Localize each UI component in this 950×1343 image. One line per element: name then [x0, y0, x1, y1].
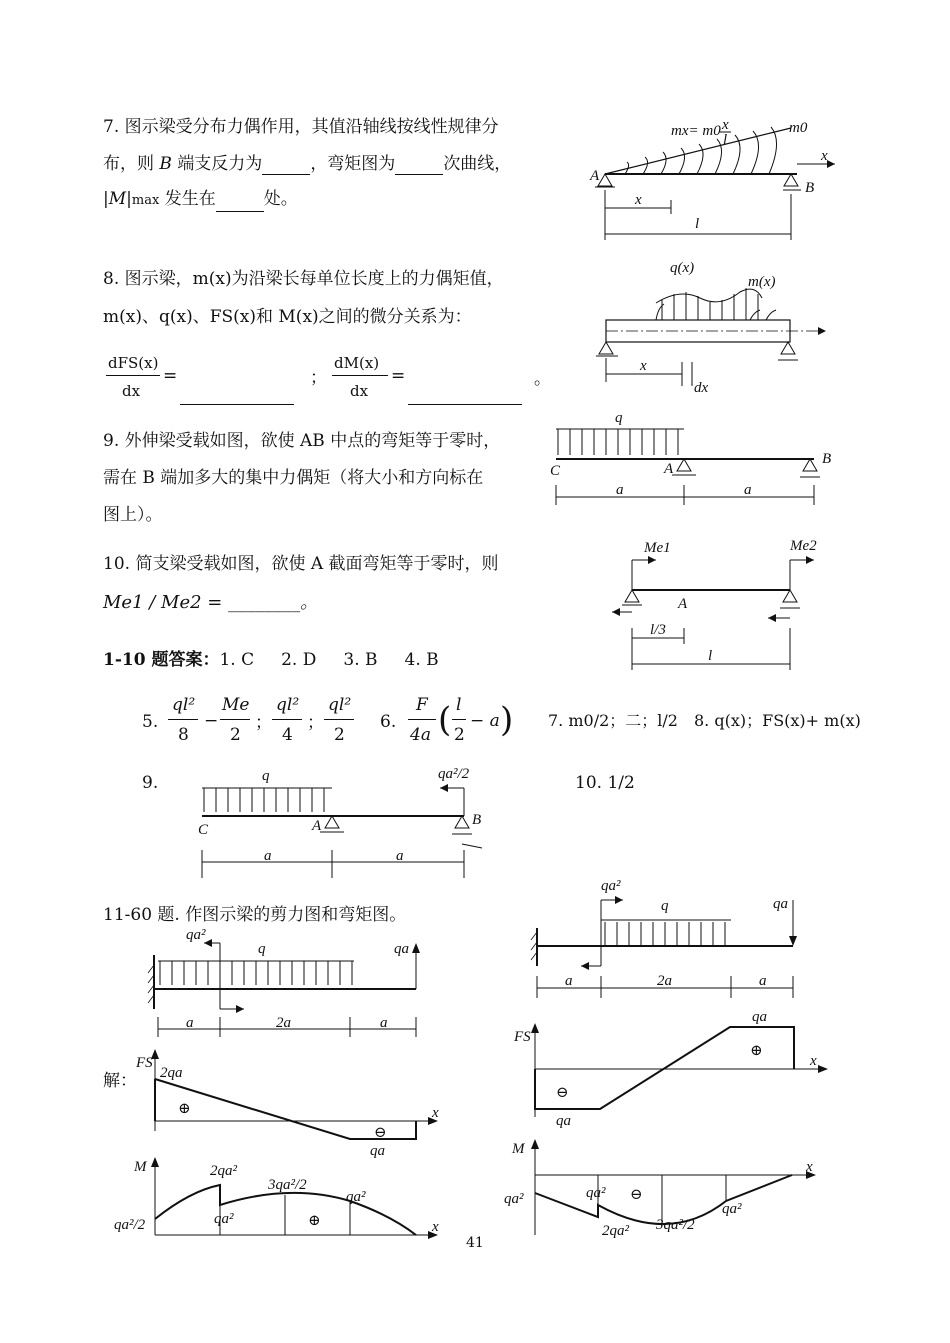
l-dim: l — [695, 216, 700, 232]
q7-text-g: 处。 — [263, 189, 298, 209]
a5-sep-2: ； — [307, 713, 324, 733]
q-label: q — [661, 898, 669, 914]
point-b: B — [805, 180, 815, 196]
left-beam-figure — [150, 925, 440, 1040]
dx-dim: dx — [694, 380, 709, 396]
a-dim-2: a — [396, 848, 404, 864]
value-3qa2-2: 3qa²/2 — [268, 1177, 307, 1193]
value-qa-bottom: qa — [556, 1113, 571, 1129]
x-axis-label: x — [806, 1159, 813, 1175]
a6-num: F — [416, 695, 428, 715]
q7-max-sub: max — [131, 193, 160, 208]
solution-label: 解： — [103, 1071, 137, 1091]
a5-t2-den: 2 — [230, 725, 241, 745]
a5-sep-1: ； — [255, 713, 272, 733]
plus-sign: ⊕ — [308, 1213, 321, 1229]
qx-label: q(x) — [670, 260, 695, 276]
q8-figure — [590, 258, 840, 398]
q8-line1: 8. 图示梁，m(x)为沿梁长每单位长度上的力偶矩值， — [103, 269, 504, 289]
q7-line3 — [103, 188, 298, 212]
eq1-den: dx — [122, 382, 141, 400]
value-qa2-b: qa² — [346, 1189, 366, 1205]
x-axis-label: x — [821, 148, 828, 164]
q-label: q — [262, 768, 270, 784]
answer-blank[interactable] — [180, 404, 294, 405]
answers-line — [103, 649, 439, 671]
a6-in-rest: − a — [470, 711, 500, 731]
right-beam-figure — [525, 870, 825, 1005]
point-a: A — [590, 168, 600, 184]
answers-list: 1. C 2. D 3. B 4. B — [219, 650, 439, 670]
dim-2a: 2a — [276, 1015, 291, 1031]
a6-in-num: l — [456, 695, 462, 715]
page-number: 41 — [466, 1235, 484, 1251]
q9-line1: 9. 外伸梁受载如图，欲使 AB 中点的弯矩等于零时， — [103, 431, 501, 451]
m-axis-label: M — [134, 1159, 147, 1175]
x-axis-label: x — [432, 1219, 439, 1235]
x-axis-label: x — [810, 1053, 817, 1069]
value-qa2-2: qa²/2 — [114, 1217, 146, 1233]
l-dim: l — [708, 648, 713, 664]
answers-heading: 1-10 题答案： — [103, 650, 220, 670]
eq2-num: dM(x) — [334, 354, 380, 372]
qa2-label: qa² — [186, 927, 206, 943]
me1-label: Me1 — [644, 540, 671, 556]
a5-t4-den: 2 — [334, 725, 345, 745]
q-label: q — [615, 410, 623, 426]
value-qa2-mid: qa² — [586, 1185, 606, 1201]
dim-a-2: a — [380, 1015, 388, 1031]
eq1-num: dFS(x) — [108, 354, 159, 372]
answer-blank[interactable] — [408, 404, 522, 405]
minus-sign: ⊖ — [374, 1125, 387, 1141]
me2-label: Me2 — [790, 538, 817, 554]
a5-t1-den: 8 — [178, 725, 189, 745]
a9-figure — [190, 760, 510, 885]
a5-t4-num: ql² — [328, 695, 352, 715]
a5-label: 5. — [142, 712, 159, 732]
q7-text-c: 端支反力为 — [177, 154, 263, 174]
a-dim-2: a — [744, 482, 752, 498]
q7-figure — [585, 110, 845, 245]
a10: 10. 1/2 — [575, 773, 635, 793]
q7-text-b: B — [159, 154, 172, 174]
a6-in-den: 2 — [454, 725, 465, 745]
point-a: A — [312, 818, 322, 834]
a9-label: 9. — [142, 773, 159, 793]
a5-t2-num: Me — [222, 695, 250, 715]
q9-figure — [548, 405, 838, 515]
m-axis-label: M — [512, 1141, 525, 1157]
value-qa2-left: qa² — [504, 1191, 524, 1207]
dim-a-1: a — [186, 1015, 194, 1031]
a5-minus: − — [204, 711, 219, 731]
q9-line3: 图上）。 — [103, 505, 163, 525]
q10-line1: 10. 简支梁受载如图，欲使 A 截面弯矩等于零时，则 — [103, 554, 499, 574]
point-a: A — [678, 596, 688, 612]
a6-label: 6. — [380, 712, 397, 732]
a5-t3-den: 4 — [282, 725, 293, 745]
dim-a-2: a — [759, 973, 767, 989]
right-fs-diagram — [510, 1005, 840, 1135]
q-label: q — [258, 941, 266, 957]
qa2-label: qa² — [601, 878, 621, 894]
x-frac-num: x — [722, 117, 729, 133]
answer-blank[interactable] — [395, 158, 443, 175]
point-a: A — [664, 461, 674, 477]
plus-sign: ⊕ — [750, 1043, 763, 1059]
value-2qa2: 2qa² — [602, 1223, 629, 1239]
a-dim-1: a — [616, 482, 624, 498]
x-dim: x — [635, 192, 642, 208]
left-m-diagram — [110, 1155, 450, 1245]
eq2-den: dx — [350, 382, 369, 400]
q7-text-e: 次曲线， — [443, 154, 512, 174]
eq-end: 。 — [534, 369, 551, 389]
fs-axis-label: FS — [514, 1029, 531, 1045]
value-qa2-right: qa² — [722, 1201, 742, 1217]
a6-den: 4a — [410, 725, 431, 745]
x-axis-label: x — [432, 1105, 439, 1121]
x-dim: x — [640, 358, 647, 374]
point-b: B — [472, 812, 482, 828]
a7: 7. m0/2；二；l/2 — [548, 711, 678, 730]
a5-t1-num: ql² — [172, 695, 196, 715]
q7-line1: 7. 图示梁受分布力偶作用，其值沿轴线按线性规律分 — [103, 117, 499, 137]
qa-label: qa — [773, 896, 788, 912]
x-frac-den: l — [723, 132, 728, 148]
q10-figure — [600, 532, 840, 672]
fs-axis-label: FS — [136, 1055, 153, 1071]
mx-label: mx= m0 — [671, 123, 721, 139]
dim-a-1: a — [565, 973, 573, 989]
answer-blank[interactable] — [216, 195, 264, 212]
mx-label: m(x) — [748, 274, 776, 290]
right-m-diagram — [500, 1135, 830, 1240]
point-c: C — [550, 463, 561, 479]
q7-mmax: |M| — [103, 189, 132, 209]
qa-label: qa — [394, 941, 409, 957]
value-qa-top: qa — [752, 1009, 767, 1025]
q7-line2 — [103, 153, 511, 175]
plus-sign: ⊕ — [178, 1101, 191, 1117]
dim-2a: 2a — [657, 973, 672, 989]
q7-text-d: ，弯矩图为 — [310, 154, 396, 174]
m0-label: m0 — [789, 120, 808, 136]
q10-line2: Me1 / Me2 = ________。 — [103, 592, 319, 613]
value-qa2-a: qa² — [214, 1211, 234, 1227]
l3-dim: l/3 — [650, 622, 666, 638]
q9-line2: 需在 B 端加多大的集中力偶矩（将大小和方向标在 — [103, 468, 484, 488]
answer-blank[interactable] — [262, 158, 310, 175]
q7-text-a: 布，则 — [103, 154, 154, 174]
left-fs-diagram — [130, 1045, 450, 1160]
value-3qa2-2: 3qa²/2 — [656, 1217, 695, 1233]
q8-line2: m(x)、q(x)、FS(x)和 M(x)之间的微分关系为： — [103, 307, 472, 327]
qa2-label: qa²/2 — [438, 766, 470, 782]
point-c: C — [198, 822, 209, 838]
point-b: B — [822, 451, 832, 467]
q7-text-f: 发生在 — [164, 189, 216, 209]
value-2qa: 2qa — [160, 1065, 183, 1081]
minus-sign: ⊖ — [630, 1187, 643, 1203]
value-2qa2: 2qa² — [210, 1163, 237, 1179]
a8: 8. q(x)；FS(x)+ m(x) — [694, 711, 861, 730]
q11-title: 11-60 题. 作图示梁的剪力图和弯矩图。 — [103, 905, 407, 925]
eq-sep: ； — [310, 368, 327, 388]
value-qa: qa — [370, 1143, 385, 1159]
a-dim-1: a — [264, 848, 272, 864]
a5-t3-num: ql² — [276, 695, 300, 715]
minus-sign: ⊖ — [556, 1085, 569, 1101]
